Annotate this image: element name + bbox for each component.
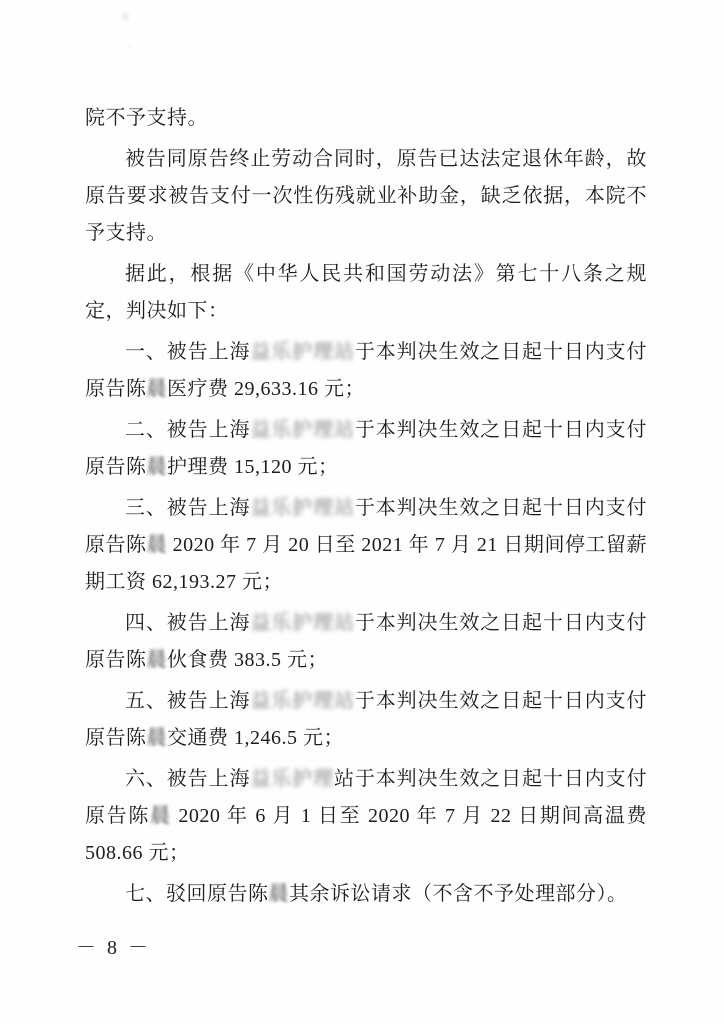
redacted-plaintiff-name: 晨 <box>146 378 167 400</box>
text-segment: 其余诉讼请求（不含不予处理部分）。 <box>289 883 628 905</box>
text-segment: 站于本判决生效之日起十日内支付原告陈 <box>85 768 648 827</box>
redacted-defendant-name: 益乐护理站 <box>250 690 355 712</box>
judgment-item-1 <box>85 334 647 408</box>
text-segment: 于本判决生效之日起十日内支付原告陈 <box>85 341 648 400</box>
text-segment: 2020 年 7 月 20 日至 2021 年 7 月 21 日期间停工留薪期工资 62,193.27 元； <box>85 534 648 593</box>
scan-artifact <box>127 45 130 48</box>
text-segment: 2020 年 6 月 1 日至 2020 年 7 月 22 日期间高温费 508.66 元； <box>85 805 648 864</box>
text-segment: 三、被告上海 <box>125 497 251 519</box>
redacted-defendant-name: 益乐护理 <box>250 768 334 790</box>
text-segment: 交通费 1,246.5 元； <box>167 727 344 749</box>
text-segment: 于本判决生效之日起十日内支付原告陈 <box>85 419 648 478</box>
judgment-item-5 <box>85 683 647 757</box>
text-segment: 二、被告上海 <box>125 419 251 441</box>
text-segment: 院不予支持。 <box>85 107 208 129</box>
redacted-plaintiff-name: 晨 <box>150 805 172 827</box>
paragraph-legal-basis <box>85 256 647 330</box>
redacted-defendant-name: 益乐护理站 <box>250 497 355 519</box>
redacted-plaintiff-name: 晨 <box>146 456 167 478</box>
redacted-defendant-name: 益乐护理站 <box>250 612 355 634</box>
redacted-defendant-name: 益乐护理站 <box>250 419 355 441</box>
paragraph-court-opinion <box>85 141 647 252</box>
text-segment: 五、被告上海 <box>125 690 251 712</box>
judgment-item-2 <box>85 412 647 486</box>
redacted-plaintiff-name: 晨 <box>268 883 289 905</box>
text-segment: 六、被告上海 <box>125 768 251 790</box>
redacted-plaintiff-name: 晨 <box>146 649 167 671</box>
text-segment: 医疗费 29,633.16 元； <box>167 378 365 400</box>
page-number: － 8 － <box>76 937 151 959</box>
text-segment: 被告同原告终止劳动合同时，原告已达法定退休年龄，故原告要求被告支付一次性伤残就业补助金，缺乏依据，本院不予支持。 <box>85 148 647 244</box>
text-segment: 伙食费 383.5 元； <box>167 649 328 671</box>
text-segment: 于本判决生效之日起十日内支付原告陈 <box>85 612 648 671</box>
text-segment: 四、被告上海 <box>125 612 251 634</box>
redacted-plaintiff-name: 晨 <box>146 727 167 749</box>
paragraph-continuation <box>85 100 647 137</box>
text-segment: 护理费 15,120 元； <box>167 456 339 478</box>
redacted-plaintiff-name: 晨 <box>146 534 168 556</box>
text-segment: 七、驳回原告陈 <box>125 883 269 905</box>
scan-artifact <box>122 12 129 21</box>
judgment-item-3 <box>85 490 647 601</box>
text-segment: 据此，根据《中华人民共和国劳动法》第七十八条之规定，判决如下： <box>85 263 647 322</box>
judgment-item-4 <box>85 605 647 679</box>
redacted-defendant-name: 益乐护理站 <box>250 341 355 363</box>
text-segment: 一、被告上海 <box>125 341 251 363</box>
text-segment: 于本判决生效之日起十日内支付原告陈 <box>85 497 648 556</box>
text-segment: 于本判决生效之日起十日内支付原告陈 <box>85 690 648 749</box>
judgment-item-7 <box>85 876 647 913</box>
judgment-item-6 <box>85 761 647 872</box>
judgment-body <box>85 100 647 917</box>
